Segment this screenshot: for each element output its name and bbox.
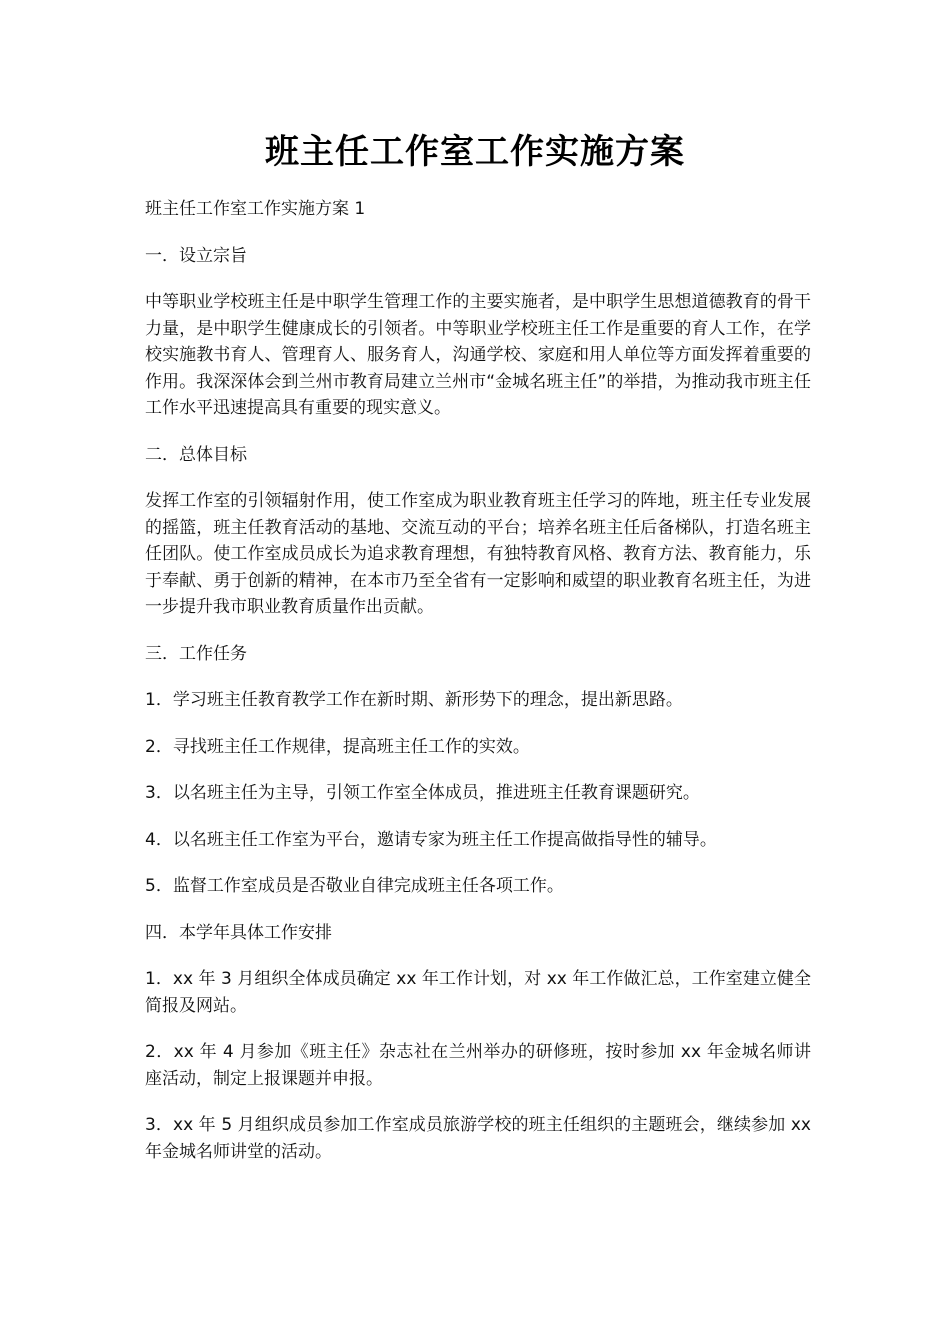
- paragraph-purpose: 中等职业学校班主任是中职学生管理工作的主要实施者，是中职学生思想道德教育的骨干力量，是中职学生健康成长的引领者。中等职业学校班主任工作是重要的育人工作，在学校实施教书育人、管理育人、服务育人，沟通学校、家庭和用人单位等方面发挥着重要的作用。我深深体会到兰州市教育局建立兰州市“金城名班主任”的举措，为推动我市班主任工作水平迅速提高具有重要的现实意义。: [145, 292, 811, 418]
- section-heading-4: 四．本学年具体工作安排: [145, 922, 332, 943]
- task-item-3: 3．以名班主任为主导，引领工作室全体成员，推进班主任教育课题研究。: [145, 783, 700, 803]
- schedule-item-3: 3．xx 年 5 月组织成员参加工作室成员旅游学校的班主任组织的主题班会，继续参加 xx 年金城名师讲堂的活动。: [145, 1115, 811, 1162]
- document-subtitle: 班主任工作室工作实施方案 1: [145, 199, 366, 219]
- paragraph-goals: 发挥工作室的引领辐射作用，使工作室成为职业教育班主任学习的阵地，班主任专业发展的摇篮，班主任教育活动的基地、交流互动的平台；培养名班主任后备梯队，打造名班主任团队。使工作室成员成长为追求教育理想，有独特教育风格、教育方法、教育能力，乐于奉献、勇于创新的精神，在本市乃至全省有一定影响和威望的职业教育名班主任，为进一步提升我市职业教育质量作出贡献。: [145, 491, 811, 617]
- task-item-1: 1．学习班主任教育教学工作在新时期、新形势下的理念，提出新思路。: [145, 690, 683, 710]
- section-heading-3: 三．工作任务: [145, 643, 247, 664]
- task-item-2: 2．寻找班主任工作规律，提高班主任工作的实效。: [145, 736, 530, 757]
- section-heading-2: 二．总体目标: [145, 444, 247, 465]
- document-body: [145, 196, 811, 1185]
- document-title: 班主任工作室工作实施方案: [265, 132, 685, 172]
- section-heading-1: 一．设立宗旨: [145, 245, 247, 266]
- schedule-item-2: 2．xx 年 4 月参加《班主任》杂志社在兰州举办的研修班，按时参加 xx 年金城名师讲座活动，制定上报课题并申报。: [145, 1042, 811, 1089]
- task-item-4: 4．以名班主任工作室为平台，邀请专家为班主任工作提高做指导性的辅导。: [145, 829, 717, 850]
- task-item-5: 5．监督工作室成员是否敬业自律完成班主任各项工作。: [145, 876, 564, 896]
- schedule-item-1: 1．xx 年 3 月组织全体成员确定 xx 年工作计划，对 xx 年工作做汇总，工作室建立健全简报及网站。: [145, 969, 811, 1016]
